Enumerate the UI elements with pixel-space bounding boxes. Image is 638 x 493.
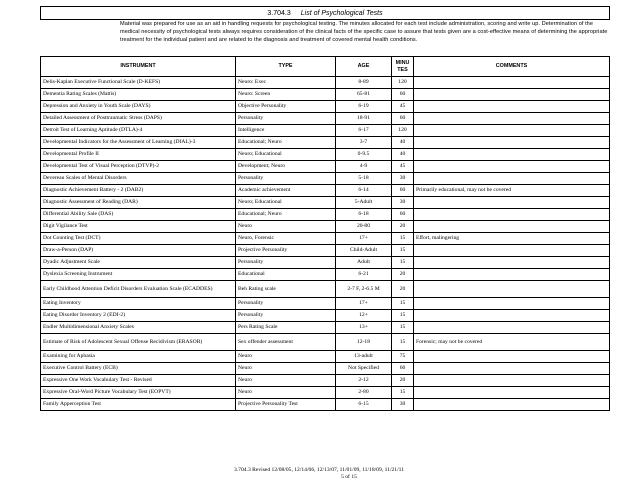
cell-minutes: 15 bbox=[392, 334, 414, 351]
cell-comments bbox=[414, 209, 610, 221]
section-title: List of Psychological Tests bbox=[300, 9, 383, 17]
cell-minutes: 15 bbox=[392, 298, 414, 310]
intro-paragraph: Material was prepared for use as an aid in handling requests for psychological testing. The minutes allocated for each test include administration, scoring and write up. Determination of the medical necessity of psychological tests always requires consideration of the clinical facts of the specific case to assure that tests given are a cost-effective means of determining the appropriate treatment for the individual patient and are related to the diagnosis and treatment of covered mental health conditions. bbox=[120, 21, 608, 43]
cell-type: Neuro, Forensic bbox=[236, 233, 336, 245]
cell-minutes: 40 bbox=[392, 137, 414, 149]
cell-comments bbox=[414, 113, 610, 125]
table-row bbox=[41, 399, 610, 411]
cell-age: 6-15 bbox=[336, 399, 392, 411]
cell-instrument: Expressive Oral-Word Picture Vocabulary Test (EOPVT) bbox=[41, 387, 236, 399]
table-row bbox=[41, 334, 610, 351]
cell-instrument: Devereau Scales of Mental Disorders bbox=[41, 173, 236, 185]
cell-age: 6-19 bbox=[336, 101, 392, 113]
cell-instrument: Dyadic Adjustment Scale bbox=[41, 257, 236, 269]
cell-comments bbox=[414, 161, 610, 173]
cell-comments bbox=[414, 197, 610, 209]
cell-instrument: Developmental Indicators for the Assessment of Learning (DIAL)-3 bbox=[41, 137, 236, 149]
table-row bbox=[41, 77, 610, 89]
cell-comments bbox=[414, 173, 610, 185]
cell-minutes: 75 bbox=[392, 351, 414, 363]
table-row bbox=[41, 387, 610, 399]
table-row bbox=[41, 173, 610, 185]
cell-instrument: Depression and Anxiety in Youth Scale (DAYS) bbox=[41, 101, 236, 113]
table-row bbox=[41, 257, 610, 269]
cell-comments bbox=[414, 137, 610, 149]
cell-comments: Primarily educational, may not be covered bbox=[414, 185, 610, 197]
cell-type: Personality bbox=[236, 173, 336, 185]
table-row bbox=[41, 209, 610, 221]
cell-instrument: Dot Counting Test (DCT) bbox=[41, 233, 236, 245]
table-row bbox=[41, 149, 610, 161]
cell-type: Pers Rating Scale bbox=[236, 322, 336, 334]
cell-age: 17+ bbox=[336, 233, 392, 245]
cell-age: 2-12 bbox=[336, 375, 392, 387]
cell-age: 3-7 bbox=[336, 137, 392, 149]
cell-comments bbox=[414, 77, 610, 89]
cell-comments bbox=[414, 298, 610, 310]
cell-instrument: Detailed Assessment of Posttraumatic Stress (DAPS) bbox=[41, 113, 236, 125]
cell-minutes: 60 bbox=[392, 185, 414, 197]
footer-page-number: 5 of 15 bbox=[341, 474, 357, 480]
cell-minutes: 15 bbox=[392, 233, 414, 245]
cell-age: Not Specified bbox=[336, 363, 392, 375]
cell-type: Projective Personality bbox=[236, 245, 336, 257]
cell-instrument: Eating Disorder Inventory 2 (EDI-2) bbox=[41, 310, 236, 322]
cell-age: 65-81 bbox=[336, 89, 392, 101]
cell-comments bbox=[414, 125, 610, 137]
cell-type: Personality bbox=[236, 113, 336, 125]
cell-minutes: 45 bbox=[392, 161, 414, 173]
col-header-comments: COMMENTS bbox=[414, 57, 610, 77]
cell-age: 6-18 bbox=[336, 209, 392, 221]
cell-age: 13-adult bbox=[336, 351, 392, 363]
table-header-row bbox=[41, 57, 610, 77]
table-row bbox=[41, 363, 610, 375]
cell-comments bbox=[414, 375, 610, 387]
cell-comments bbox=[414, 221, 610, 233]
cell-type: Intelligence bbox=[236, 125, 336, 137]
table-row bbox=[41, 269, 610, 281]
cell-minutes: 40 bbox=[392, 149, 414, 161]
cell-instrument: Expressive One Work Vocabulary Test - Revised bbox=[41, 375, 236, 387]
cell-minutes: 60 bbox=[392, 209, 414, 221]
cell-type: Neuro; Educational bbox=[236, 197, 336, 209]
cell-instrument: Examining for Aphasia bbox=[41, 351, 236, 363]
cell-comments bbox=[414, 281, 610, 298]
cell-minutes: 60 bbox=[392, 363, 414, 375]
table-row bbox=[41, 281, 610, 298]
cell-type: Neuro bbox=[236, 363, 336, 375]
table-row bbox=[41, 310, 610, 322]
cell-type: Neuro bbox=[236, 221, 336, 233]
cell-type: Projective Personality Test bbox=[236, 399, 336, 411]
cell-instrument: Eating Inventory bbox=[41, 298, 236, 310]
cell-minutes: 15 bbox=[392, 322, 414, 334]
col-header-age: AGE bbox=[336, 57, 392, 77]
section-number: 3.704.3 bbox=[267, 9, 291, 17]
cell-comments: Forensic; may not be covered bbox=[414, 334, 610, 351]
cell-type: Neuro bbox=[236, 375, 336, 387]
cell-type: Neuro: Exec bbox=[236, 77, 336, 89]
table-row bbox=[41, 161, 610, 173]
table-row bbox=[41, 351, 610, 363]
cell-minutes: 15 bbox=[392, 310, 414, 322]
cell-minutes: 30 bbox=[392, 399, 414, 411]
cell-instrument: Draw-a-Person (DAP) bbox=[41, 245, 236, 257]
table-row bbox=[41, 185, 610, 197]
cell-comments bbox=[414, 310, 610, 322]
cell-type: Neuro bbox=[236, 351, 336, 363]
cell-age: 5-Adult bbox=[336, 197, 392, 209]
table-body bbox=[41, 77, 610, 411]
table-row bbox=[41, 298, 610, 310]
cell-minutes: 20 bbox=[392, 269, 414, 281]
cell-age: Adult bbox=[336, 257, 392, 269]
cell-instrument: Differential Ability Sale (DAS) bbox=[41, 209, 236, 221]
cell-instrument: Endler Multidimensional Anxiety Scales bbox=[41, 322, 236, 334]
cell-type: Academic achievement bbox=[236, 185, 336, 197]
cell-comments bbox=[414, 387, 610, 399]
cell-comments bbox=[414, 149, 610, 161]
cell-type: Neuro; Educational bbox=[236, 149, 336, 161]
cell-age: 12-18 bbox=[336, 334, 392, 351]
cell-instrument: Developmental Test of Visual Perception (DTVP)-2 bbox=[41, 161, 236, 173]
cell-type: Personality bbox=[236, 298, 336, 310]
cell-instrument: Dementia Rating Scales (Mattis) bbox=[41, 89, 236, 101]
table-row bbox=[41, 375, 610, 387]
cell-minutes: 30 bbox=[392, 197, 414, 209]
cell-type: Objective Personality bbox=[236, 101, 336, 113]
cell-comments bbox=[414, 363, 610, 375]
tests-table bbox=[40, 56, 610, 411]
table-row bbox=[41, 233, 610, 245]
table-row bbox=[41, 221, 610, 233]
cell-comments bbox=[414, 101, 610, 113]
cell-minutes: 20 bbox=[392, 221, 414, 233]
cell-age: 17+ bbox=[336, 298, 392, 310]
cell-minutes: 15 bbox=[392, 387, 414, 399]
table-row bbox=[41, 197, 610, 209]
table-row bbox=[41, 137, 610, 149]
table-row bbox=[41, 89, 610, 101]
cell-minutes: 15 bbox=[392, 245, 414, 257]
cell-comments bbox=[414, 245, 610, 257]
cell-instrument: Diagnostic Achievement Battery - 2 (DAB2) bbox=[41, 185, 236, 197]
cell-comments bbox=[414, 351, 610, 363]
cell-type: Neuro bbox=[236, 387, 336, 399]
table-row bbox=[41, 245, 610, 257]
cell-type: Development; Neuro bbox=[236, 161, 336, 173]
cell-instrument: Early Childhood Attention Deficit Disorders Evaluation Scale (ECADDES) bbox=[41, 281, 236, 298]
cell-age: 4-9 bbox=[336, 161, 392, 173]
cell-instrument: Detroit Test of Learning Aptitude (DTLA)-4 bbox=[41, 125, 236, 137]
cell-age: 0-9.5 bbox=[336, 149, 392, 161]
cell-comments bbox=[414, 269, 610, 281]
cell-comments: Effort, malingering bbox=[414, 233, 610, 245]
col-header-minutes: MINUTES bbox=[392, 57, 414, 77]
cell-instrument: Digit Vigilance Test bbox=[41, 221, 236, 233]
section-header bbox=[40, 6, 610, 20]
cell-age: 6-21 bbox=[336, 269, 392, 281]
cell-minutes: 30 bbox=[392, 173, 414, 185]
cell-type: Educational; Neuro bbox=[236, 209, 336, 221]
cell-type: Sex offender assessment bbox=[236, 334, 336, 351]
cell-comments bbox=[414, 89, 610, 101]
cell-age: 2-80 bbox=[336, 387, 392, 399]
footer-revision: 3.704.3 Revised 12/08/05, 12/14/06, 12/13/07, 11/01/09, 11/18/09, 11/21/11 bbox=[233, 467, 405, 473]
col-header-type: TYPE bbox=[236, 57, 336, 77]
cell-minutes: 45 bbox=[392, 101, 414, 113]
cell-minutes: 20 bbox=[392, 281, 414, 298]
cell-comments bbox=[414, 322, 610, 334]
cell-age: 12+ bbox=[336, 310, 392, 322]
cell-minutes: 20 bbox=[392, 375, 414, 387]
cell-age: 8-89 bbox=[336, 77, 392, 89]
col-header-instrument: INSTRUMENT bbox=[41, 57, 236, 77]
cell-age: 5-18 bbox=[336, 173, 392, 185]
cell-comments bbox=[414, 257, 610, 269]
cell-age: 6-17 bbox=[336, 125, 392, 137]
cell-age: 2-7 F, 2-6.5 M bbox=[336, 281, 392, 298]
table-row bbox=[41, 101, 610, 113]
cell-type: Beh Rating scale bbox=[236, 281, 336, 298]
cell-comments bbox=[414, 399, 610, 411]
cell-instrument: Family Apperception Test bbox=[41, 399, 236, 411]
cell-type: Neuro: Screen bbox=[236, 89, 336, 101]
cell-age: 18-91 bbox=[336, 113, 392, 125]
cell-instrument: Diagnostic Assessment of Reading (DAR) bbox=[41, 197, 236, 209]
cell-age: 13+ bbox=[336, 322, 392, 334]
table-row bbox=[41, 125, 610, 137]
cell-minutes: 120 bbox=[392, 77, 414, 89]
cell-age: 6-14 bbox=[336, 185, 392, 197]
cell-minutes: 60 bbox=[392, 89, 414, 101]
cell-age: 20-80 bbox=[336, 221, 392, 233]
cell-type: Educational; Neuro bbox=[236, 137, 336, 149]
cell-instrument: Dyslexia Screening Instrument bbox=[41, 269, 236, 281]
cell-minutes: 15 bbox=[392, 257, 414, 269]
cell-instrument: Delis-Kaplan Executive Functional Scale (D-KEFS) bbox=[41, 77, 236, 89]
cell-minutes: 60 bbox=[392, 113, 414, 125]
cell-type: Educational bbox=[236, 269, 336, 281]
cell-type: Personality bbox=[236, 257, 336, 269]
table-row bbox=[41, 113, 610, 125]
cell-type: Personality bbox=[236, 310, 336, 322]
cell-instrument: Estimate of Risk of Adolescent Sexual Offense Recidivism (ERASOR) bbox=[41, 334, 236, 351]
cell-instrument: Executive Control Battery (ECB) bbox=[41, 363, 236, 375]
cell-instrument: Developmental Profile II bbox=[41, 149, 236, 161]
cell-minutes: 120 bbox=[392, 125, 414, 137]
table-row bbox=[41, 322, 610, 334]
cell-age: Child-Adult bbox=[336, 245, 392, 257]
